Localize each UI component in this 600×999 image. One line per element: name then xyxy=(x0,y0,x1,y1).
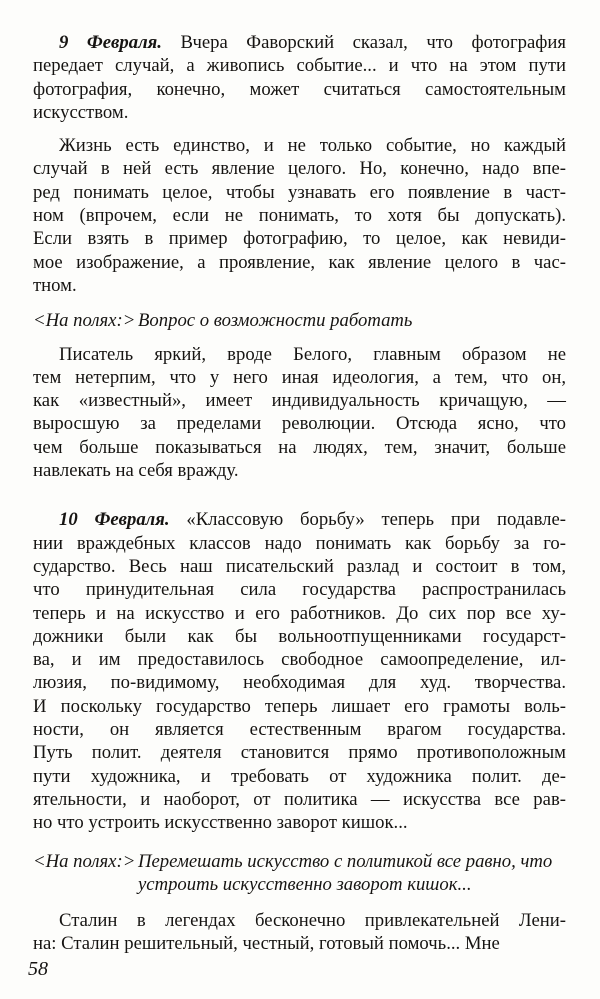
page-number: 58 xyxy=(28,958,48,980)
text-line: навлекать на себя вражду. xyxy=(33,460,239,482)
text-line: тном. xyxy=(33,274,77,296)
text-line: мое изображение, а проявление, как явление целого в час- xyxy=(33,251,566,273)
text-line: дожники были как бы вольноотпущенниками государст- xyxy=(33,625,566,647)
text-line: Путь полит. деятеля становится прямо противоположным xyxy=(33,742,566,764)
text-line: фотография, конечно, может считаться самостоятельным xyxy=(33,78,566,100)
text-line: тем нетерпим, что у него иная идеология, а тем, что он, xyxy=(33,366,566,388)
text-line: Сталин в легендах бесконечно привлекательней Лени- xyxy=(59,910,566,932)
text-line: люзия, по-видимому, необходимая для худ. творчества. xyxy=(33,672,566,694)
text-line: ятельности, и наоборот, от политика — искусства все рав- xyxy=(33,788,566,810)
text-line: передает случай, а живопись событие... и что на этом пути xyxy=(33,55,566,77)
text-line: ва, и им предоставилось свободное самоопределение, ил- xyxy=(33,649,566,671)
text-line: 10 Февраля. «Классовую борьбу» теперь при подавле- xyxy=(59,509,566,531)
text-line: пути художника, и требовать от художника полит. де- xyxy=(33,765,566,787)
text-line: чем больше показываться на людях, тем, значит, больше xyxy=(33,436,566,458)
margin-note-text xyxy=(138,309,566,332)
text-line: на: Сталин решительный, честный, готовый помочь... Мне xyxy=(33,933,500,955)
date-heading: 10 Февраля. xyxy=(59,509,170,531)
diary-entry-paragraph xyxy=(33,31,566,124)
text-line: Писатель яркий, вроде Белого, главным образом не xyxy=(59,343,566,365)
margin-note-label: <На полях:> xyxy=(33,850,136,872)
date-heading: 9 Февраля. xyxy=(59,32,162,53)
text-line: что принудительная сила государства распространилась xyxy=(33,579,566,601)
paragraph xyxy=(33,134,566,297)
text-line: Жизнь есть единство, и не только событие, но каждый xyxy=(59,135,566,157)
margin-note xyxy=(33,309,566,332)
margin-note-line: Перемешать искусство с политикой все равно, что xyxy=(138,850,553,872)
margin-note xyxy=(33,850,566,897)
text-line: как «известный», имеет индивидуальность кричащую, — xyxy=(33,390,566,412)
text-line: Если взять в пример фотографию, то целое, как невиди- xyxy=(33,228,566,250)
paragraph xyxy=(33,343,566,483)
paragraph xyxy=(33,909,566,956)
text-line: сударство. Весь наш писательский разлад и состоит в том, xyxy=(33,555,566,577)
page-text xyxy=(33,31,566,956)
text-line: 9 Февраля. Вчера Фаворский сказал, что фотография xyxy=(59,32,567,53)
text-line: ности, он является естественным врагом государства. xyxy=(33,719,566,741)
margin-note-text xyxy=(138,850,566,897)
margin-note-line: устроить искусственно заворот кишок... xyxy=(138,873,472,895)
text-line: выросшую за пределами революции. Отсюда ясно, что xyxy=(33,413,566,435)
text-line: ред понимать целое, чтобы узнавать его появление в част- xyxy=(33,181,566,203)
margin-note-line: Вопрос о возможности работать xyxy=(138,310,413,332)
diary-entry-paragraph xyxy=(33,508,566,834)
text-line: И поскольку государство теперь лишает его грамоты воль- xyxy=(33,695,566,717)
text-line: ном (впрочем, если не понимать, то хотя бы допускать). xyxy=(33,205,566,227)
margin-note-label: <На полях:> xyxy=(33,310,136,332)
text-line: но что устроить искусственно заворот кишок... xyxy=(33,812,408,834)
text-line: теперь и на искусство и его работников. До сих пор все ху- xyxy=(33,602,566,624)
text-line: случай в ней есть явление целого. Но, конечно, надо впе- xyxy=(33,158,566,180)
text-line: нии враждебных классов надо понимать как борьбу за го- xyxy=(33,532,566,554)
text-line: искусством. xyxy=(33,101,129,123)
